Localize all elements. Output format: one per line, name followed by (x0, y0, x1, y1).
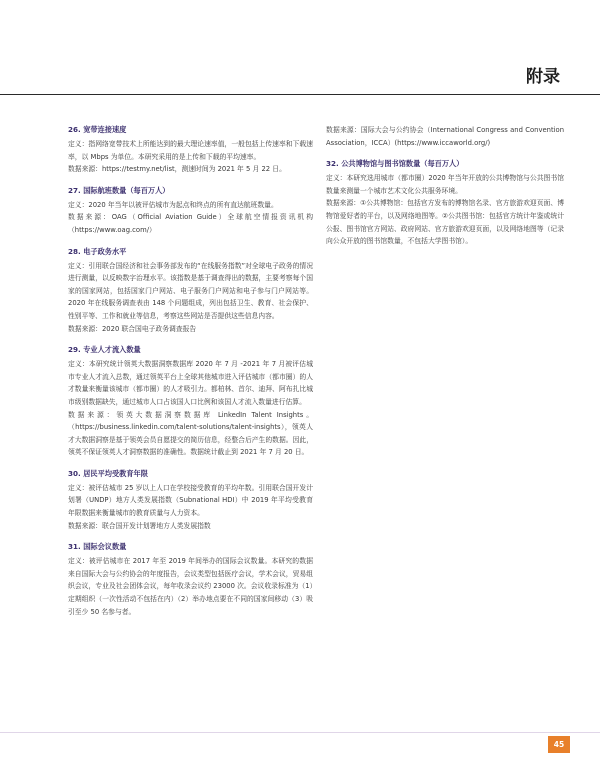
section-definition: 定义：本研究统计领英大数据洞察数据库 2020 年 7 月 -2021 年 7 月被评估城市专业人才流入总数，通过领英平台上全球其他城市进入评估城市（都市圈）的人才数量来衡量该城市（都市圈）的人才吸引力。都柏林、首尔、迪拜、阿布扎比城市级别数据缺失，通过城市人口占该国人口比例和该国人才流入数量进行估算。 (68, 360, 313, 406)
section-title: 26. 宽带连接速度 (68, 125, 127, 134)
section-source: 数据来源：①公共博物馆：包括官方发布的博物馆名录、官方旅游欢迎页面、博物馆爱好者的平台，以及网络地图等。②公共图书馆：包括官方统计年鉴或统计公报、图书馆官方网站、政府网站、官方旅游欢迎页面，以及网络地图等（记录向公众开放的图书馆数量，不包括大学图书馆）。 (326, 199, 564, 246)
section-31-continued (326, 124, 564, 149)
section-source: 数据来源：领英大数据洞察数据库 LinkedIn Talent Insights。（https://business.linkedin.com/talent-solutions/talent-insights），领英人才大数据洞察是基于领英会员自愿提交的简历信息，经整合后产生的数据。因此，领英不保证领英人才洞察数据的准确性。数据统计截止到 2021 年 7 月 20 日。 (68, 410, 313, 457)
section-title: 30. 居民平均受教育年限 (68, 468, 148, 478)
section-title: 32. 公共博物馆与图书馆数量（每百万人） (326, 159, 464, 169)
section-definition: 定义：被评估城市在 2017 年至 2019 年间举办的国际会议数量。本研究的数据来自国际大会与公约协会的年度报告，会议类型包括医疗会议，学术会议，贸易组织会议，专业及社会团体会议，每年收录会议约 23000 次。会议收录标准为（1）定期组织（一次性活动不包括在内）（2）举办地点要在不同的国家间移动（3）吸引至少 50 名参与者。 (68, 557, 313, 616)
page-number-badge: 45 (548, 736, 570, 753)
section-source: 数据来源：https://testmy.net/list，测速时间为 2021 年 5 月 22 日。 (68, 165, 286, 174)
section-source: 数据来源：联合国开发计划署地方人类发展指数 (68, 521, 211, 530)
section-definition: 定义：本研究选用城市（都市圈）2020 年当年开放的公共博物馆与公共图书馆数量来测量一个城市艺术文化公共服务环境。 (326, 174, 564, 195)
section-28 (68, 246, 313, 336)
left-column (68, 124, 313, 627)
section-27 (68, 185, 313, 237)
section-definition: 定义：2020 年当年以被评估城市为起点和终点的所有直达航班数量。 (68, 200, 278, 209)
header-divider (0, 94, 600, 95)
section-source: 数据来源：国际大会与公约协会（International Congress and Convention Association，ICCA）(https://www.iccaworld.org/) (326, 126, 564, 147)
section-source: 数据来源：OAG（Official Aviation Guide）全球航空情报资讯机构（https://www.oag.com/） (68, 213, 313, 234)
section-title: 31. 国际会议数量 (68, 542, 127, 552)
section-title: 28. 电子政务水平 (68, 246, 127, 256)
section-29 (68, 344, 313, 459)
section-title: 27. 国际航班数量（每百万人） (68, 185, 170, 195)
section-definition: 定义：被评估城市 25 岁以上人口在学校接受教育的平均年数。引用联合国开发计划署（UNDP）地方人类发展指数（Subnational HDI）中 2019 年平均受教育年限数据来衡量城市的教育质量与人力资本。 (68, 483, 313, 518)
section-definition: 定义：指网络宽带技术上所能达到的最大理论速率值，一般包括上传速率和下载速率，以 Mbps 为单位。本研究采用的是上传和下载的平均速率。 (68, 140, 313, 161)
page-header-title: 附录 (526, 67, 560, 87)
section-26 (68, 124, 313, 176)
section-source: 数据来源：2020 联合国电子政务调查报告 (68, 324, 197, 333)
section-title: 29. 专业人才流入数量 (68, 345, 141, 355)
section-30 (68, 468, 313, 532)
right-column (326, 124, 564, 257)
section-31 (68, 541, 313, 618)
section-definition: 定义：引用联合国经济和社会事务部发布的“在线服务指数”对全球电子政务的情况进行测量，以反映数字治理水平。该指数是基于调查得出的数据，主要考察每个国家的国家网站，包括国家门户网站、电子服务门户网站和电子参与门户网站等。2020 年在线服务调查表由 148 个问题组成，列出包括卫生、教育、社会保护、性别平等、工作和就业等信息，考察这些网站是否提供这些信息内容。 (68, 261, 313, 320)
footer-divider (0, 732, 600, 733)
section-32 (326, 158, 564, 248)
